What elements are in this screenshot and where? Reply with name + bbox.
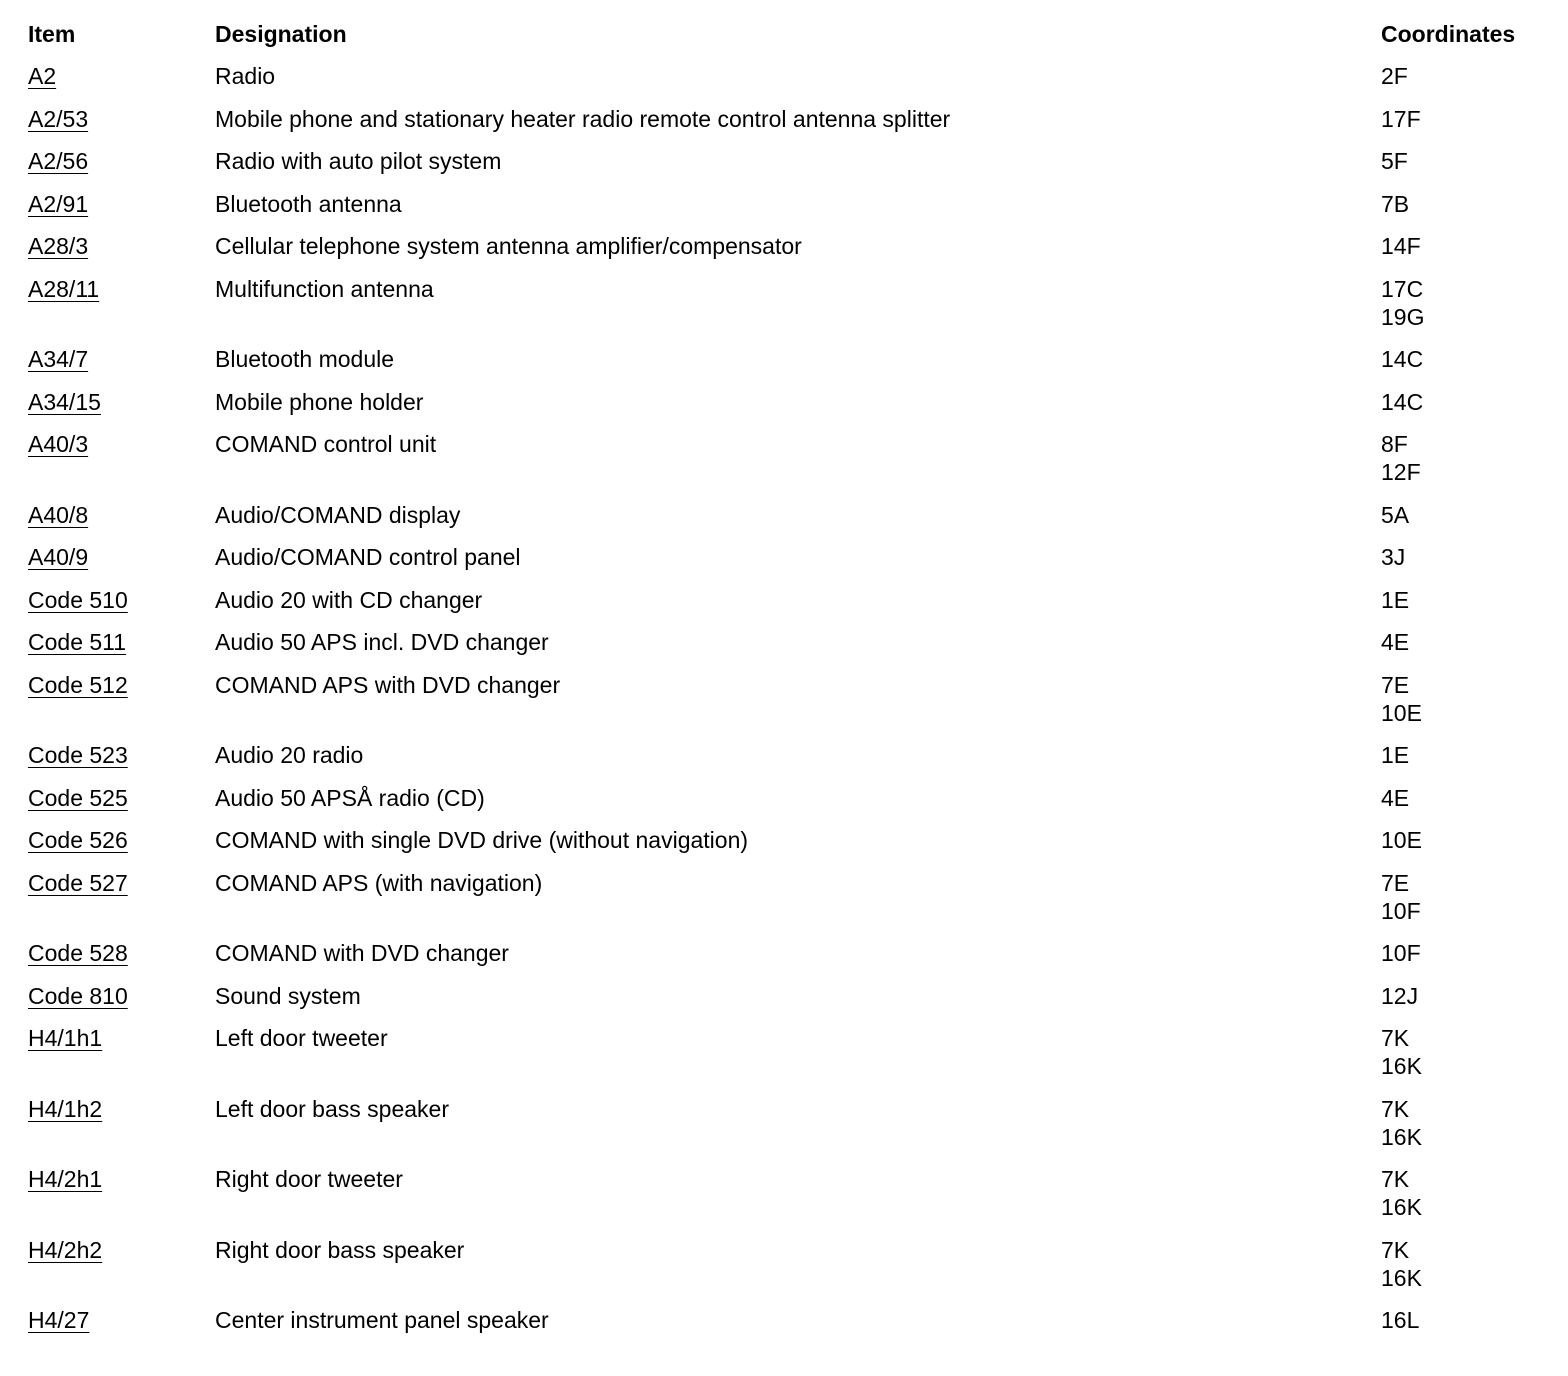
coordinates-cell (1381, 543, 1541, 571)
coordinate-value: 5A (1381, 501, 1410, 528)
coordinates-cell (1381, 939, 1541, 967)
coordinate-value: 16K (1381, 1123, 1422, 1150)
coordinates-cell (1381, 869, 1541, 925)
coordinate-value: 10F (1381, 897, 1421, 924)
coordinate-value: 7K (1381, 1025, 1410, 1051)
table-row (28, 1095, 1548, 1166)
coordinate-value: 7B (1381, 190, 1410, 217)
table-row (28, 430, 1548, 501)
coordinate-value: 7E (1381, 869, 1410, 896)
item-link[interactable]: H4/2h1 (28, 1166, 103, 1192)
coordinate-value: 12F (1381, 459, 1421, 485)
coordinate-value: 2F (1381, 63, 1408, 89)
coordinate-value: 12J (1381, 982, 1419, 1009)
coordinate-value: 7K (1381, 1095, 1410, 1122)
item-link[interactable]: A40/3 (28, 431, 89, 457)
coordinates-cell (1381, 388, 1541, 416)
designation-cell: Mobile phone and stationary heater radio remote control antenna splitter (215, 105, 951, 132)
item-cell (28, 671, 215, 699)
component-table (28, 20, 1548, 1349)
item-link[interactable]: H4/27 (28, 1307, 90, 1333)
table-row (28, 1165, 1548, 1236)
table-row (28, 232, 1548, 275)
item-link[interactable]: A40/9 (28, 544, 89, 570)
item-cell (28, 190, 215, 218)
designation-cell: Left door tweeter (215, 1025, 388, 1051)
item-link[interactable]: A28/11 (28, 275, 100, 302)
coordinates-cell (1381, 1095, 1541, 1151)
coordinate-value: 16L (1381, 1307, 1420, 1333)
table-row (28, 982, 1548, 1025)
coordinates-cell (1381, 1236, 1541, 1292)
item-cell (28, 982, 215, 1010)
header-designation: Designation (215, 21, 347, 47)
item-link[interactable]: H4/2h2 (28, 1236, 103, 1263)
table-row (28, 1306, 1548, 1349)
header-item: Item (28, 21, 76, 47)
table-row (28, 345, 1548, 388)
coordinates-cell (1381, 784, 1541, 812)
designation-cell: Audio/COMAND display (215, 501, 461, 528)
table-row (28, 1024, 1548, 1095)
coordinates-cell (1381, 232, 1541, 260)
coordinates-cell (1381, 501, 1541, 529)
table-row (28, 939, 1548, 982)
designation-cell: Audio 20 radio (215, 742, 364, 768)
table-body (28, 62, 1548, 1349)
designation-cell: Right door bass speaker (215, 1236, 465, 1263)
table-row (28, 62, 1548, 105)
item-link[interactable]: A2/56 (28, 148, 89, 174)
item-cell (28, 232, 215, 260)
item-link[interactable]: Code 810 (28, 982, 128, 1009)
item-link[interactable]: A2 (28, 63, 57, 89)
coordinates-cell (1381, 345, 1541, 373)
designation-cell: COMAND with single DVD drive (without navigation) (215, 827, 749, 853)
table-row (28, 147, 1548, 190)
table-row (28, 586, 1548, 629)
coordinate-value: 14C (1381, 346, 1424, 372)
item-cell (28, 345, 215, 373)
designation-cell: Sound system (215, 982, 361, 1009)
item-cell (28, 388, 215, 416)
designation-cell: Mobile phone holder (215, 388, 424, 415)
coordinate-value: 7K (1381, 1236, 1410, 1263)
item-link[interactable]: A28/3 (28, 233, 89, 259)
table-row (28, 628, 1548, 671)
item-link[interactable]: Code 526 (28, 827, 128, 853)
item-link[interactable]: Code 511 (28, 629, 127, 655)
item-link[interactable]: A34/7 (28, 346, 89, 372)
coordinate-value: 14F (1381, 233, 1421, 259)
item-cell (28, 430, 215, 458)
table-row (28, 671, 1548, 742)
table-row (28, 543, 1548, 586)
item-cell (28, 501, 215, 529)
coordinates-cell (1381, 1165, 1541, 1221)
item-cell (28, 105, 215, 133)
coordinates-cell (1381, 147, 1541, 175)
item-link[interactable]: A2/91 (28, 190, 89, 217)
coordinate-value: 10E (1381, 827, 1422, 853)
designation-cell: Bluetooth module (215, 346, 395, 372)
item-cell (28, 784, 215, 812)
coordinate-value: 17F (1381, 105, 1421, 132)
item-link[interactable]: Code 510 (28, 586, 128, 613)
coordinate-value: 8F (1381, 431, 1408, 457)
item-cell (28, 1306, 215, 1334)
table-row (28, 105, 1548, 148)
coordinates-cell (1381, 190, 1541, 218)
coordinate-value: 7E (1381, 671, 1410, 698)
item-cell (28, 939, 215, 967)
coordinates-cell (1381, 826, 1541, 854)
coordinate-value: 1E (1381, 742, 1410, 768)
item-cell (28, 586, 215, 614)
coordinates-cell (1381, 62, 1541, 90)
designation-cell: Audio/COMAND control panel (215, 544, 521, 570)
table-row (28, 741, 1548, 784)
item-link[interactable]: Code 523 (28, 742, 128, 768)
coordinates-cell (1381, 628, 1541, 656)
coordinate-value: 7K (1381, 1166, 1410, 1192)
coordinate-value: 5F (1381, 148, 1408, 174)
coordinates-cell (1381, 586, 1541, 614)
designation-cell: Audio 50 APS incl. DVD changer (215, 629, 549, 655)
item-link[interactable]: A2/53 (28, 105, 89, 132)
item-cell (28, 1236, 215, 1264)
coordinate-value: 16K (1381, 1053, 1422, 1079)
coordinate-value: 14C (1381, 388, 1424, 415)
item-cell (28, 628, 215, 656)
item-link[interactable]: Code 527 (28, 869, 128, 896)
item-cell (28, 741, 215, 769)
item-link[interactable]: Code 525 (28, 784, 128, 811)
designation-cell: Cellular telephone system antenna amplifier/compensator (215, 233, 802, 259)
designation-cell: Right door tweeter (215, 1166, 403, 1192)
coordinates-cell (1381, 671, 1541, 727)
coordinate-value: 17C (1381, 275, 1424, 302)
item-cell (28, 147, 215, 175)
designation-cell: Multifunction antenna (215, 275, 434, 302)
item-cell (28, 1095, 215, 1123)
coordinate-value: 1E (1381, 586, 1410, 613)
table-row (28, 1236, 1548, 1307)
designation-cell: Audio 20 with CD changer (215, 586, 483, 613)
coordinates-cell (1381, 741, 1541, 769)
designation-cell: COMAND APS (with navigation) (215, 869, 543, 896)
item-cell (28, 275, 215, 303)
designation-cell: Center instrument panel speaker (215, 1307, 549, 1333)
item-link[interactable]: A34/15 (28, 388, 101, 415)
item-link[interactable]: H4/1h1 (28, 1025, 103, 1051)
coordinates-cell (1381, 1306, 1541, 1334)
table-row (28, 190, 1548, 233)
table-row (28, 869, 1548, 940)
coordinates-cell (1381, 275, 1541, 331)
coordinate-value: 4E (1381, 784, 1410, 811)
coordinates-cell (1381, 982, 1541, 1010)
designation-cell: Radio (215, 63, 276, 89)
designation-cell: COMAND control unit (215, 431, 437, 457)
item-cell (28, 826, 215, 854)
designation-cell: COMAND with DVD changer (215, 940, 509, 966)
designation-cell: Bluetooth antenna (215, 190, 402, 217)
designation-cell: Left door bass speaker (215, 1095, 449, 1122)
coordinate-value: 16K (1381, 1194, 1422, 1220)
item-link[interactable]: Code 512 (28, 671, 128, 698)
coordinates-cell (1381, 1024, 1541, 1080)
coordinates-cell (1381, 430, 1541, 486)
table-row (28, 784, 1548, 827)
table-header-row (28, 20, 1548, 62)
header-coordinates: Coordinates (1381, 21, 1516, 47)
item-cell (28, 543, 215, 571)
designation-cell: Audio 50 APSÅ radio (CD) (215, 784, 485, 811)
designation-cell: COMAND APS with DVD changer (215, 671, 561, 698)
table-row (28, 826, 1548, 869)
table-row (28, 501, 1548, 544)
coordinates-cell (1381, 105, 1541, 133)
coordinate-value: 16K (1381, 1264, 1422, 1291)
item-cell (28, 1024, 215, 1052)
coordinate-value: 4E (1381, 629, 1410, 655)
coordinate-value: 10E (1381, 699, 1422, 726)
item-cell (28, 1165, 215, 1193)
designation-cell: Radio with auto pilot system (215, 148, 502, 174)
item-cell (28, 869, 215, 897)
item-link[interactable]: A40/8 (28, 501, 89, 528)
table-row (28, 388, 1548, 431)
item-link[interactable]: H4/1h2 (28, 1095, 103, 1122)
item-link[interactable]: Code 528 (28, 940, 128, 966)
coordinate-value: 10F (1381, 940, 1421, 966)
table-row (28, 275, 1548, 346)
coordinate-value: 19G (1381, 303, 1425, 330)
item-cell (28, 62, 215, 90)
coordinate-value: 3J (1381, 544, 1406, 570)
